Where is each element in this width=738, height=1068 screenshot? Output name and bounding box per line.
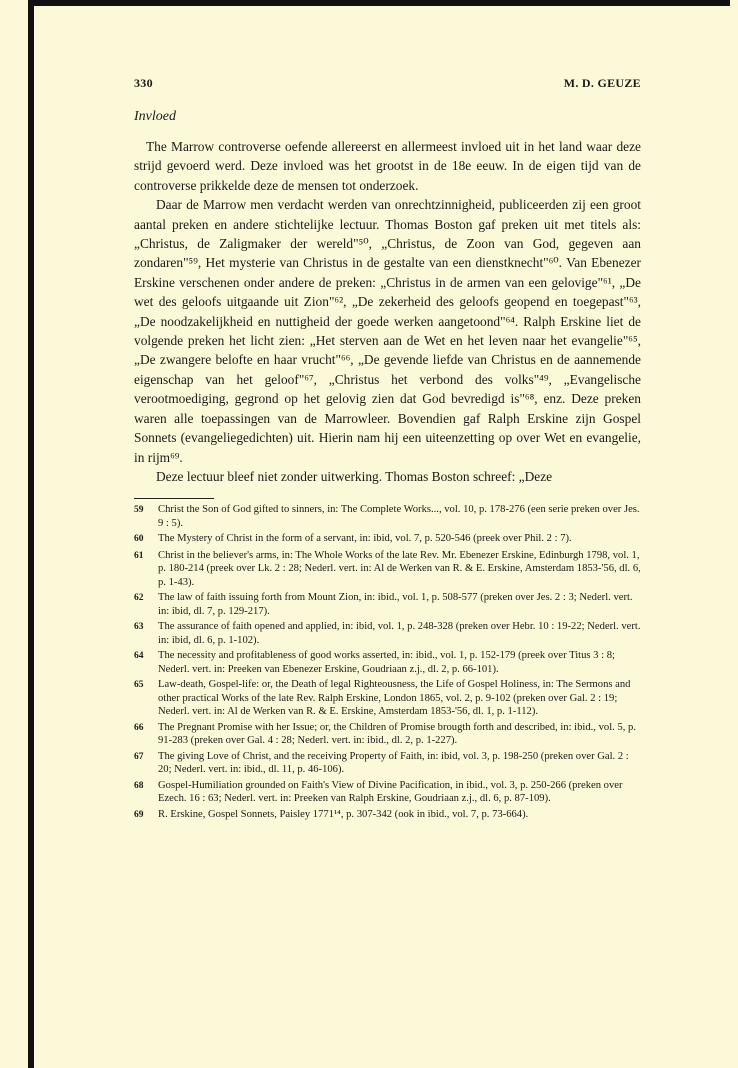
footnote-number: 60 [134,534,144,545]
footnote [134,808,641,823]
footnote-text: The Pregnant Promise with her Issue; or, the Children of Promise brougth forth and described, in: ibid., vol. 5, p. 91-283 (preken over Gal. 4 : 28; Nederl. vert. in: ibid., dl. 2, p. 1-227). [158,721,636,747]
footnote-number: 59 [134,505,144,516]
footnote [134,532,641,547]
footnote-number: 66 [134,722,144,733]
footnote-number: 64 [134,651,144,662]
footnote [134,620,641,647]
footnote [134,649,641,676]
footnote-text: Gospel-Humiliation grounded on Faith's View of Divine Pacification, in ibid., vol. 3, p. 250-266 (preken over Ezech. 16 : 63; Nederl. vert. in: Preeken van Ralph Erskine, Goudriaan z.j., dl. 6, p. 87-109). [158,779,623,805]
body-paragraph: Deze lectuur bleef niet zonder uitwerking. Thomas Boston schreef: „Deze [156,468,553,484]
footnote [134,721,641,748]
footnote [134,591,641,618]
running-author: M. D. GEUZE [563,76,641,90]
footnote-number: 67 [134,751,144,762]
section-title: Invloed [134,109,176,124]
scan-border-left [28,0,34,1068]
footnote [134,549,641,590]
footnote-text: The assurance of faith opened and applied, in: ibid, vol. 1, p. 248-328 (preken over Hebr. 10 : 19-22; Nederl. vert. in: ibid, dl. 6, p. 1-102). [158,621,641,646]
body-paragraph: The Marrow controverse oefende allereerst en allermeest invloed uit in het land waar deze strijd gevoerd werd. Deze invloed was het grootst in de 18e eeuw. In de eigen tijd van de controverse prikkelde deze de mensen tot onderzoek. [134,139,641,193]
footnote-number: 68 [134,780,144,791]
footnote-number: 69 [134,809,144,820]
footnote-text: R. Erskine, Gospel Sonnets, Paisley 1771¹⁴, p. 307-342 (ook in ibid., vol. 7, p. 73-664). [158,808,529,820]
document-page [134,76,641,824]
footnote-number: 65 [134,680,144,691]
footnote-divider [134,498,214,499]
footnote [134,750,641,777]
scan-border-top [28,0,730,6]
running-header [134,76,641,91]
body-paragraph: Daar de Marrow men verdacht werden van onrechtzinnigheid, publiceerden zij een groot aantal preken en andere stichtelijke lectuur. Thomas Boston gaf preken uit met titels als: „Christus, de Zaligmaker der wereld"⁵⁰, „Christus, de Zoon van God, gegeven aan zondaren"⁵⁹, Het mysterie van Christus in de gestalte van een dienstknecht"⁶⁰. Van Ebenezer Erskine verschenen onder andere de preken: „Christus in de armen van een gelovige"⁶¹, „De wet des geloofs uitgaande uit Zion"⁶², „De zekerheid des geloofs geopend en toegepast"⁶³, „De noodzakelijkheid en nuttigheid der goede werken aangetoond"⁶⁴. Ralph Erskine liet de volgende preken het licht zien: „Het sterven aan de Wet en het leven naar het evangelie"⁶⁵, „De zwangere belofte en haar vrucht"⁶⁶, „De gevende liefde van Christus en de aannemende eigenschap van het geloof"⁶⁷, „Christus het verbond des volks"⁴⁹, „Evangelische verootmoediging, gegrond op het gelovig zien dat God bevredigd is"⁶⁸, enz. Deze preken waren alle toepassingen van de Marrowleer. Bovendien gaf Ralph Erskine zijn Gospel Sonnets (evangeliegedichten) uit. Hierin nam hij een uiteenzetting op over Wet en evangelie, in rijm⁶⁹. [134,197,641,465]
footnote-text: Law-death, Gospel-life: or, the Death of legal Righteousness, the Life of Gospel Holiness, in: The Sermons and other practical Works of the late Rev. Ralph Erskine, London 1865, vol. 2, p. 9-102 (preken over Gal. 2 : 19; Nederl. vert. in: Al de Werken van R. & E. Erskine, Amsterdam 1853-'56, dl. 1, p. 1-112). [158,679,631,718]
footnote-number: 62 [134,593,144,604]
footnote-text: Christ the Son of God gifted to sinners, in: The Complete Works..., vol. 10, p. 178-276 (een serie preken over Jes. 9 : 5). [158,504,640,529]
footnote-text: Christ in the believer's arms, in: The Whole Works of the late Rev. Mr. Ebenezer Erskine, Edinburgh 1798, vol. 1, p. 180-214 (preek over Lk. 2 : 28; Nederl. vert. in: Al de Werken van R. & E. Erskine, Amsterdam 1853-'56, dl. 6, p. 1-43). [158,549,641,588]
footnote [134,678,641,719]
footnotes [134,503,641,822]
footnote-text: The law of faith issuing forth from Mount Zion, in: ibid., vol. 1, p. 508-577 (preken over Jes. 2 : 3; Nederl. vert. in: ibid, dl. 7, p. 129-217). [158,592,633,617]
footnote-text: The giving Love of Christ, and the receiving Property of Faith, in: ibid, vol. 3, p. 198-250 (preken over Gal. 2 : 20; Nederl. vert. in: ibid., dl. 11, p. 46-106). [158,750,629,776]
footnote [134,779,641,806]
footnote-number: 63 [134,622,144,633]
page-number: 330 [134,76,153,90]
footnote-text: The necessity and profitableness of good works asserted, in: ibid., vol. 1, p. 152-179 (preek over Titus 3 : 8; Nederl. vert. in: Preeken van Ebenezer Erskine, Goudriaan z.j., dl. 2, p. 66-101). [158,650,615,675]
footnote-number: 61 [134,550,144,561]
footnote [134,503,641,530]
footnote-text: The Mystery of Christ in the form of a servant, in: ibid, vol. 7, p. 520-546 (preek over Phil. 2 : 7). [158,533,572,545]
